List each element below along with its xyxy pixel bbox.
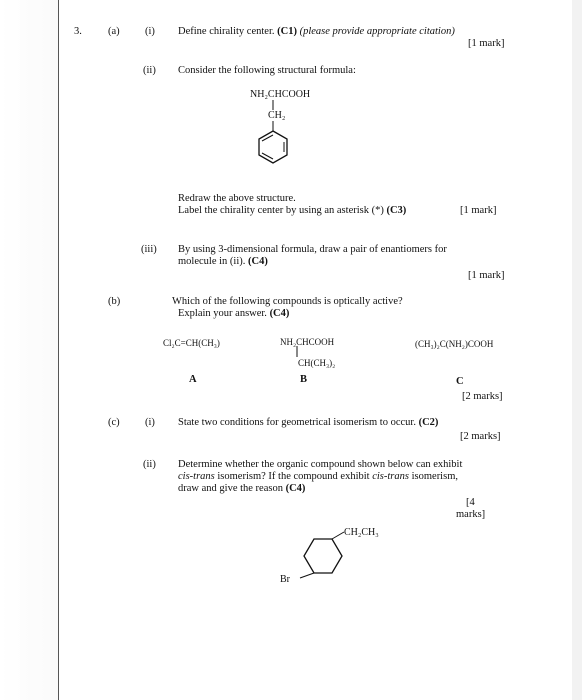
a-iii-line2-text: molecule in (ii).: [178, 256, 246, 267]
compound-b-top: NH₂CHCOOH: [280, 337, 335, 347]
c-ii-marks-2: marks]: [456, 509, 486, 520]
redraw-text: Redraw the above structure.: [178, 193, 296, 204]
c-i-label: (i): [145, 417, 155, 428]
ethyl-substituent: CH₂CH₃: [344, 527, 379, 538]
part-c-label: (c): [108, 417, 120, 428]
left-shadow: [0, 0, 58, 700]
question-number: 3.: [74, 26, 82, 37]
c-i-text-content: State two conditions for geometrical isomerism to occur.: [178, 417, 416, 428]
c-i-marks: [2 marks]: [460, 431, 501, 442]
phenylalanine-structure: [240, 85, 350, 180]
c-ii-code: (C4): [285, 483, 306, 494]
a-i-marks: [1 mark]: [468, 38, 505, 49]
a-ii-code: (C3): [386, 205, 407, 216]
page-left-edge: [58, 0, 59, 700]
c-ii-line2-rest: isomerism? If the compound exhibit: [214, 471, 373, 482]
formula-top: NH₂CHCOOH: [250, 89, 311, 100]
sub-i-label: (i): [145, 26, 155, 37]
sub-iii-label: (iii): [141, 244, 157, 255]
bromine-substituent: Br: [280, 574, 290, 585]
sub-ii-label: (ii): [143, 65, 156, 76]
benzene-ring: [259, 131, 287, 163]
a-iii-line2: [178, 256, 268, 268]
compound-a-formula: Cl₂C=CH(CH₃): [163, 338, 220, 348]
compound-c-formula: (CH₃)₂C(NH₂)COOH: [415, 339, 494, 349]
c-ii-line2-end: isomerism,: [408, 471, 458, 482]
question-a-i-text: [178, 26, 455, 38]
c-ii-line1: Determine whether the organic compound shown below can exhibit: [178, 459, 463, 470]
c-ii-label: (ii): [143, 459, 156, 470]
a-iii-code: (C4): [247, 256, 268, 267]
c-ii-line3: [178, 483, 305, 495]
right-shadow: [572, 0, 582, 700]
a-i-note: (please provide appropriate citation): [299, 26, 455, 37]
b-line1: Which of the following compounds is optically active?: [172, 296, 403, 307]
a-iii-marks: [1 mark]: [468, 270, 505, 281]
a-i-code: (C1): [277, 26, 297, 37]
label-c: C: [456, 376, 464, 387]
c-i-code: (C2): [418, 417, 439, 428]
c-ii-line2: [178, 471, 458, 483]
bond-bromine: [300, 573, 314, 578]
bond-ethyl: [332, 532, 344, 539]
b-code: (C4): [269, 308, 290, 319]
label-a: A: [189, 374, 197, 385]
a-i-text: Define chirality center.: [178, 26, 275, 37]
part-a-label: (a): [108, 26, 120, 37]
label-chirality-text: [178, 205, 406, 217]
part-b-label: (b): [108, 296, 121, 307]
label-b: B: [300, 374, 308, 385]
c-ii-line3-text: draw and give the reason: [178, 483, 283, 494]
b-marks: [2 marks]: [462, 391, 503, 402]
b-line2-text: Explain your answer.: [178, 308, 267, 319]
a-iii-line1: By using 3-dimensional formula, draw a pair of enantiomers for: [178, 244, 447, 255]
c-ii-cis-trans-1: cis-trans: [178, 471, 215, 482]
a-ii-marks: [1 mark]: [460, 205, 497, 216]
formula-ch2: CH₂: [268, 110, 286, 121]
c-ii-cis-trans-2: cis-trans: [372, 471, 409, 482]
cyclohexane-ring: [304, 539, 342, 573]
cyclohexane-structure: [270, 525, 400, 595]
a-ii-text: Consider the following structural formula:: [178, 65, 356, 76]
compound-b-sub: CH(CH₃)₂: [298, 358, 336, 368]
c-ii-marks-1: [4: [466, 497, 475, 508]
c-i-text: [178, 417, 438, 429]
b-line2: [178, 308, 289, 320]
label-line: Label the chirality center by using an asterisk (*): [178, 205, 384, 216]
